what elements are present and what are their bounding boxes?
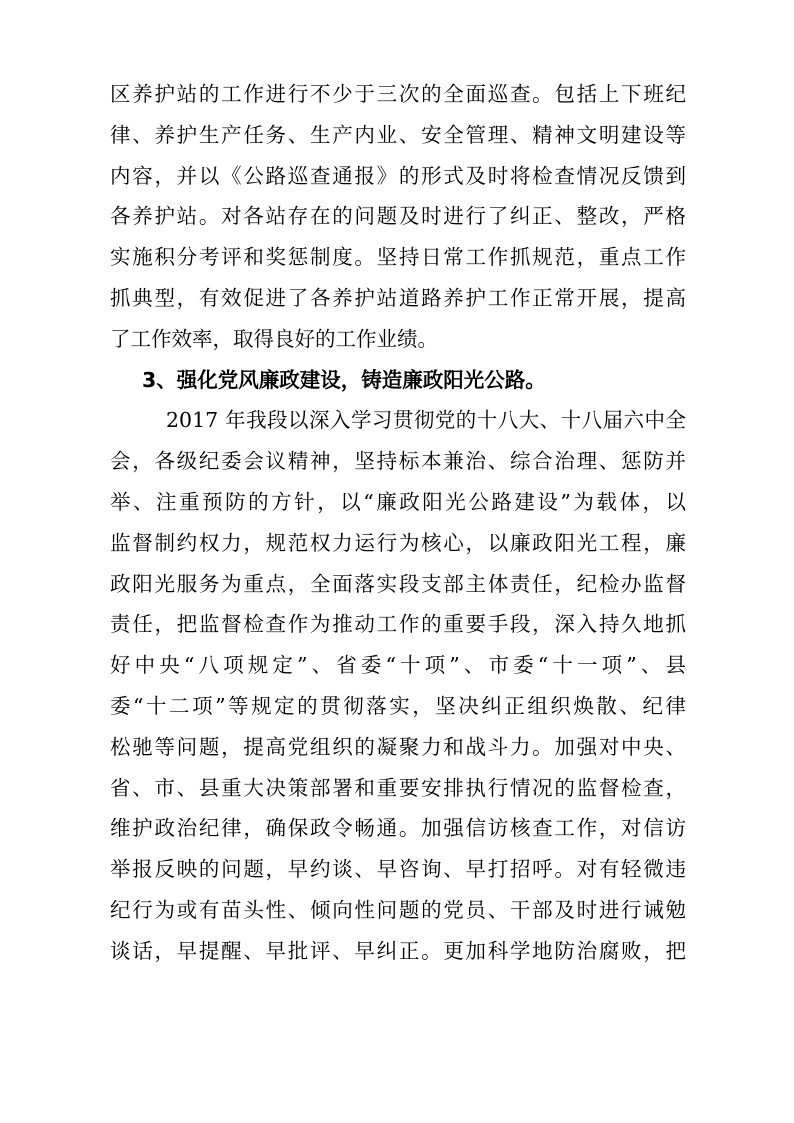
section-heading: 3、强化党风廉政建设，铸造廉政阳光公路。 (142, 367, 546, 392)
paragraph-line: 内容，并以《公路巡查通报》的形式及时将检查情况反馈到 (110, 163, 686, 188)
paragraph-line: 各养护站。对各站存在的问题及时进行了纠正、整改，严格 (110, 204, 686, 229)
paragraph-line: 律、养护生产任务、生产内业、安全管理、精神文明建设等 (110, 122, 686, 147)
paragraph-line: 松驰等问题，提高党组织的凝聚力和战斗力。加强对中央、 (110, 734, 686, 759)
paragraph-line: 举、注重预防的方针，以“廉政阳光公路建设”为载体，以 (110, 489, 686, 514)
paragraph-line: 区养护站的工作进行不少于三次的全面巡查。包括上下班纪 (110, 82, 686, 106)
paragraph-line: 会，各级纪委会议精神，坚持标本兼治、综合治理、惩防并 (110, 449, 686, 474)
paragraph-line: 监督制约权力，规范权力运行为核心，以廉政阳光工程，廉 (110, 530, 686, 555)
paragraph-line: 省、市、县重大决策部署和重要安排执行情况的监督检查， (110, 775, 686, 800)
paragraph-line: 纪行为或有苗头性、倾向性问题的党员、干部及时进行诫勉 (110, 897, 686, 922)
paragraph-line: 好中央“八项规定”、省委“十项”、市委“十一项”、县 (110, 653, 686, 678)
paragraph-line: 抓典型，有效促进了各养护站道路养护工作正常开展，提高 (110, 285, 686, 310)
document-body (110, 74, 686, 972)
paragraph-line: 维护政治纪律，确保政令畅通。加强信访核查工作，对信访 (110, 816, 686, 841)
paragraph-line: 谈话，早提醒、早批评、早纠正。更加科学地防治腐败，把 (110, 938, 686, 963)
paragraph-line: 政阳光服务为重点，全面落实段支部主体责任，纪检办监督 (110, 571, 686, 596)
paragraph-line: 实施积分考评和奖惩制度。坚持日常工作抓规范，重点工作 (110, 245, 686, 270)
paragraph-line: 责任，把监督检查作为推动工作的重要手段，深入持久地抓 (110, 612, 686, 637)
paragraph-line: 了工作效率，取得良好的工作业绩。 (110, 326, 438, 351)
paragraph-line: 委“十二项”等规定的贯彻落实，坚决纠正组织焕散、纪律 (110, 693, 686, 718)
paragraph-line: 2017 年我段以深入学习贯彻党的十八大、十八届六中全 (166, 408, 686, 433)
paragraph-line: 举报反映的问题，早约谈、早咨询、早打招呼。对有轻微违 (110, 857, 686, 882)
